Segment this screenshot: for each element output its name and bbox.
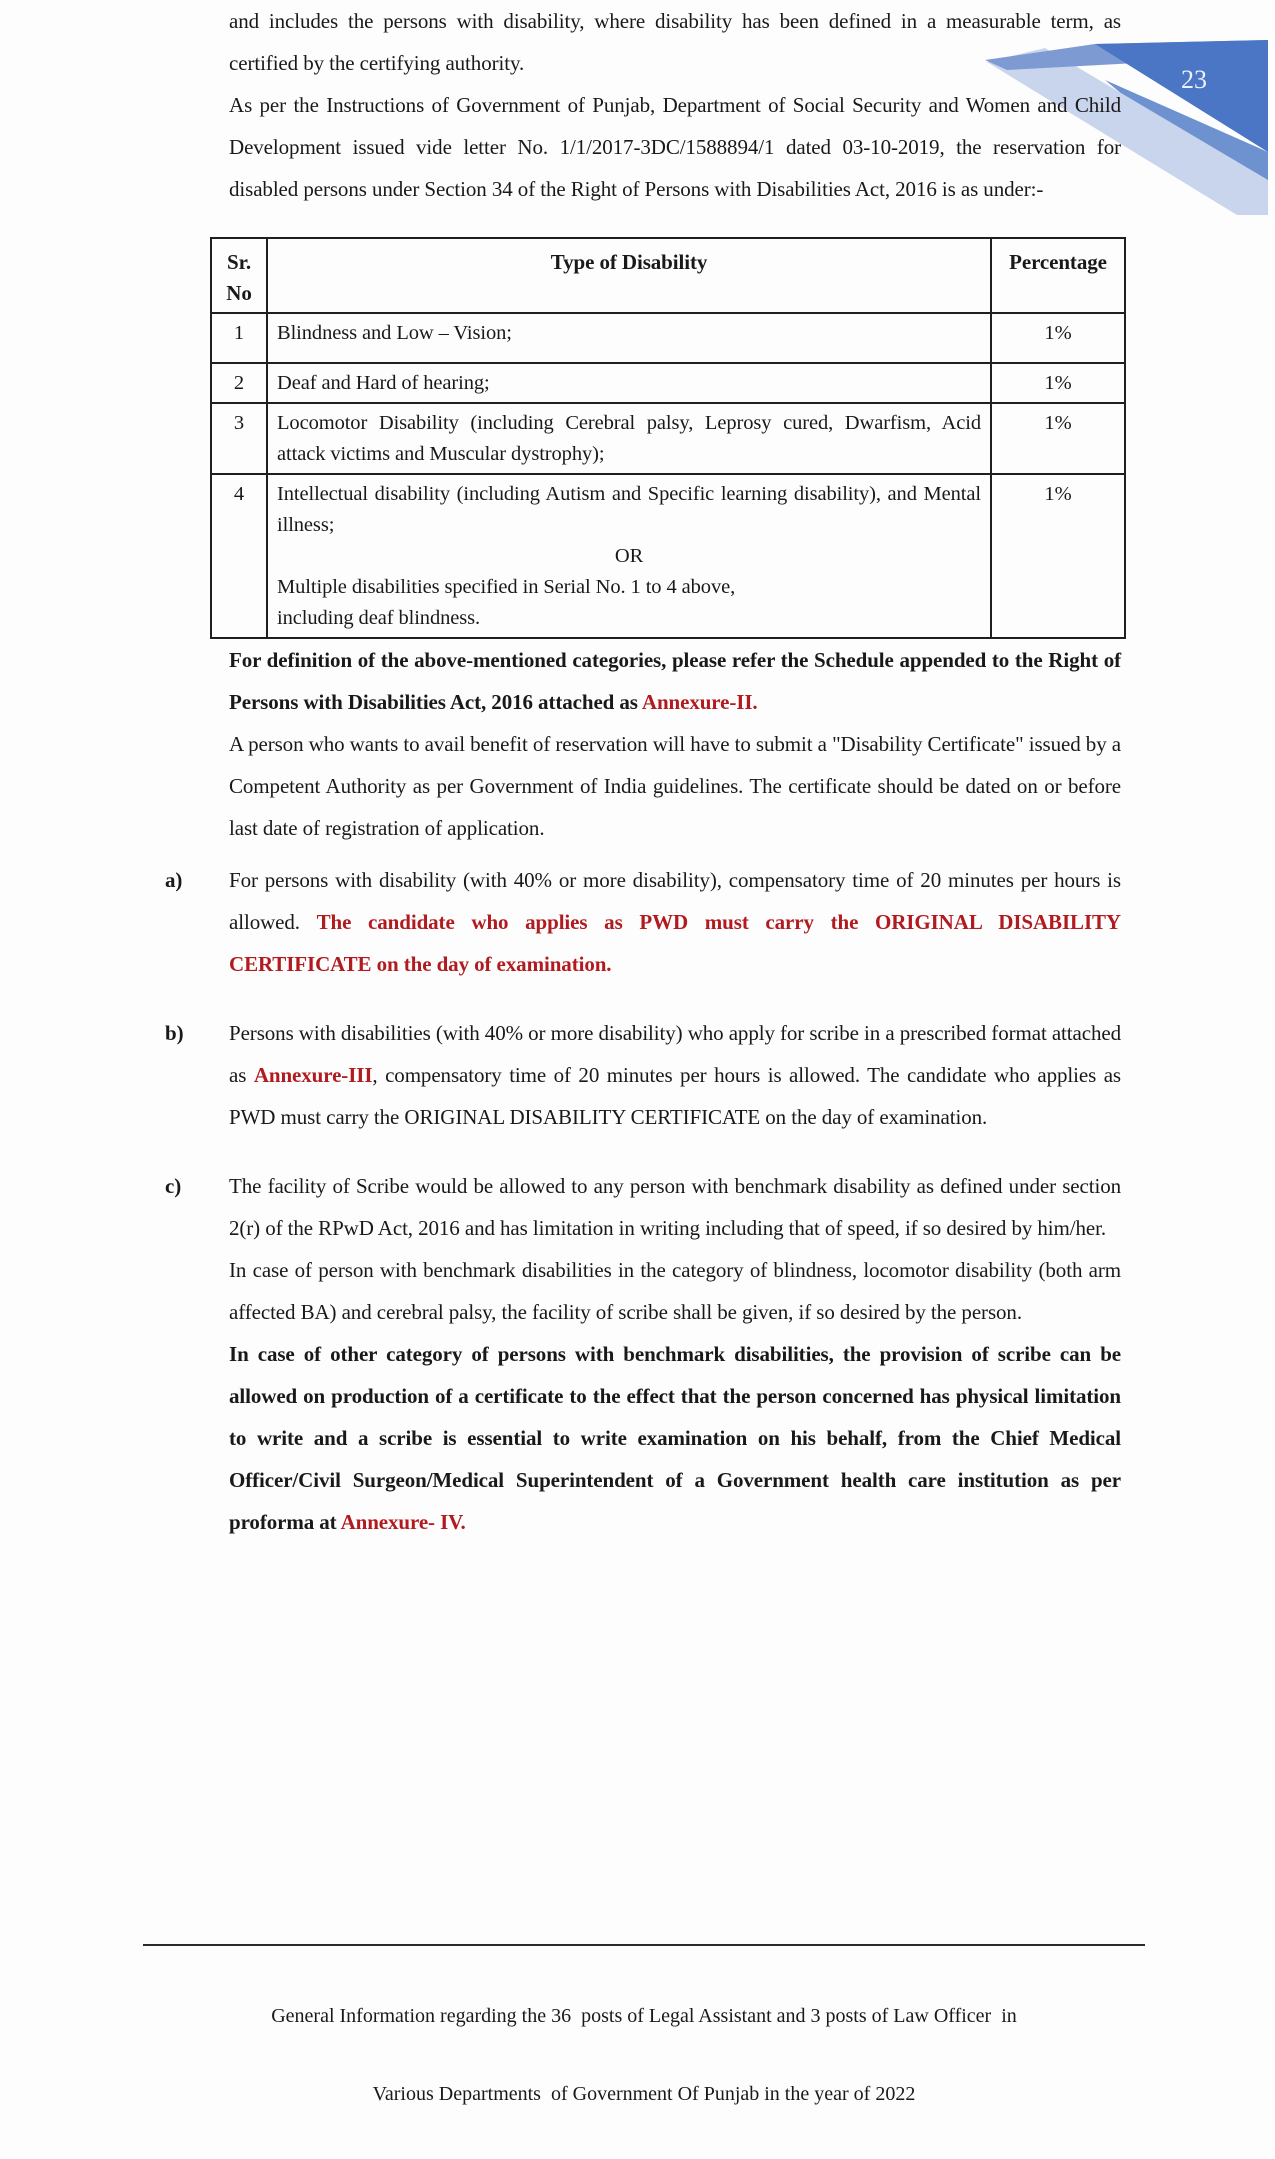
- text-segment: For definition of the above-mentioned categories, please refer the Schedule appended to the Right of Persons with Disabilities Act, 2016 attached as: [229, 648, 1121, 714]
- list-label-b: b): [165, 1021, 184, 1045]
- certificate-paragraph: A person who wants to avail benefit of reservation will have to submit a "Disability Certificate" issued by a Competent Authority as per Government of India guidelines. The certificate should be dated on or before last date of registration of application.: [229, 732, 1121, 840]
- list-item-a-text: [229, 859, 1121, 985]
- table-header-row: [211, 238, 1125, 313]
- cell-type: Deaf and Hard of hearing;: [267, 363, 991, 403]
- cell-type: Locomotor Disability (including Cerebral palsy, Leprosy cured, Dwarfism, Acid attack victims and Muscular dystrophy);: [267, 403, 991, 474]
- table-row: [211, 313, 1125, 363]
- col-header-sr-no: Sr. No: [211, 238, 267, 313]
- col-header-percentage: Percentage: [991, 238, 1125, 313]
- list-item-b: [165, 1012, 1121, 1138]
- cell-type-or: OR: [614, 545, 644, 567]
- text-segment: Annexure- IV.: [340, 1510, 466, 1534]
- intro-paragraph-1: and includes the persons with disability, where disability has been defined in a measurable term, as certified by the certifying authority.: [229, 9, 1121, 75]
- cell-percentage: 1%: [991, 313, 1125, 363]
- list-label-c: c): [165, 1174, 182, 1198]
- text-segment: Annexure-II.: [641, 690, 758, 714]
- text-segment: The facility of Scribe would be allowed to any person with benchmark disability as defined under section 2(r) of the RPwD Act, 2016 and has limitation in writing including that of speed, if so desired by him/her.: [229, 1174, 1121, 1240]
- list-item-b-text: [229, 1012, 1121, 1138]
- footer-line-2: Various Departments of Government Of Punjab in the year of 2022: [372, 2083, 916, 2105]
- page-footer: [143, 1944, 1145, 2159]
- text-segment: , compensatory time of 20 minutes per hours is allowed. The candidate who applies as PWD must carry the ORIGINAL DISABILITY CERTIFICATE on the day of examination.: [229, 1063, 1121, 1129]
- text-segment: Annexure-III: [253, 1063, 373, 1087]
- col-header-type: Type of Disability: [267, 238, 991, 313]
- cell-type-line: Intellectual disability (including Autism and Specific learning disability), and Mental illness;: [277, 483, 981, 536]
- text-segment: Persons with disabilities (with 40% or more disability) who apply for scribe in a prescribed format attached as: [229, 1021, 1121, 1087]
- text-segment: The candidate who applies as PWD must carry the ORIGINAL DISABILITY CERTIFICATE on the day of examination.: [229, 910, 1121, 976]
- cell-percentage: 1%: [991, 363, 1125, 403]
- text-segment: In case of other category of persons with benchmark disabilities, the provision of scribe can be allowed on production of a certificate to the effect that the person concerned has physical limitation to write and a scribe is essential to write examination on his behalf, from the Chief Medical Officer/Civil Surgeon/Medical Superintendent of a Government health care institution as per proforma at: [229, 1342, 1121, 1534]
- list-label-a: a): [165, 868, 183, 892]
- list-item-a: [165, 859, 1121, 985]
- disability-reservation-table: [210, 237, 1126, 639]
- table-row: [211, 474, 1125, 638]
- intro-paragraph-2: As per the Instructions of Government of Punjab, Department of Social Security and Women and Child Development issued vide letter No. 1/1/2017-3DC/1588894/1 dated 03-10-2019, the reservation for disabled persons under Section 34 of the Right of Persons with Disabilities Act, 2016 is as under:-: [229, 93, 1121, 201]
- cell-percentage: 1%: [991, 403, 1125, 474]
- cell-type: Blindness and Low – Vision;: [267, 313, 991, 363]
- cell-percentage: 1%: [991, 474, 1125, 638]
- definition-note: [229, 639, 1121, 723]
- cell-sr: 1: [211, 313, 267, 363]
- page-number: 23: [1181, 65, 1207, 94]
- cell-type: [267, 474, 991, 638]
- table-row: [211, 403, 1125, 474]
- text-segment: For persons with disability (with 40% or more disability), compensatory time of 20 minutes per hours is allowed.: [229, 868, 1121, 934]
- table-row: [211, 363, 1125, 403]
- cell-sr: 4: [211, 474, 267, 638]
- list-item-c-text: [229, 1165, 1121, 1249]
- document-body: [165, 0, 1121, 1543]
- cell-sr: 2: [211, 363, 267, 403]
- footer-line-1: General Information regarding the 36 posts of Legal Assistant and 3 posts of Law Officer in: [271, 2005, 1017, 2027]
- other-category-note: [229, 1333, 1121, 1543]
- scribe-blindness-paragraph: In case of person with benchmark disabilities in the category of blindness, locomotor disability (both arm affected BA) and cerebral palsy, the facility of scribe shall be given, if so desired by the person.: [229, 1258, 1121, 1324]
- list-item-c: [165, 1165, 1121, 1249]
- cell-type-line: including deaf blindness.: [277, 607, 481, 629]
- cell-type-line: Multiple disabilities specified in Serial No. 1 to 4 above,: [277, 576, 736, 598]
- cell-sr: 3: [211, 403, 267, 474]
